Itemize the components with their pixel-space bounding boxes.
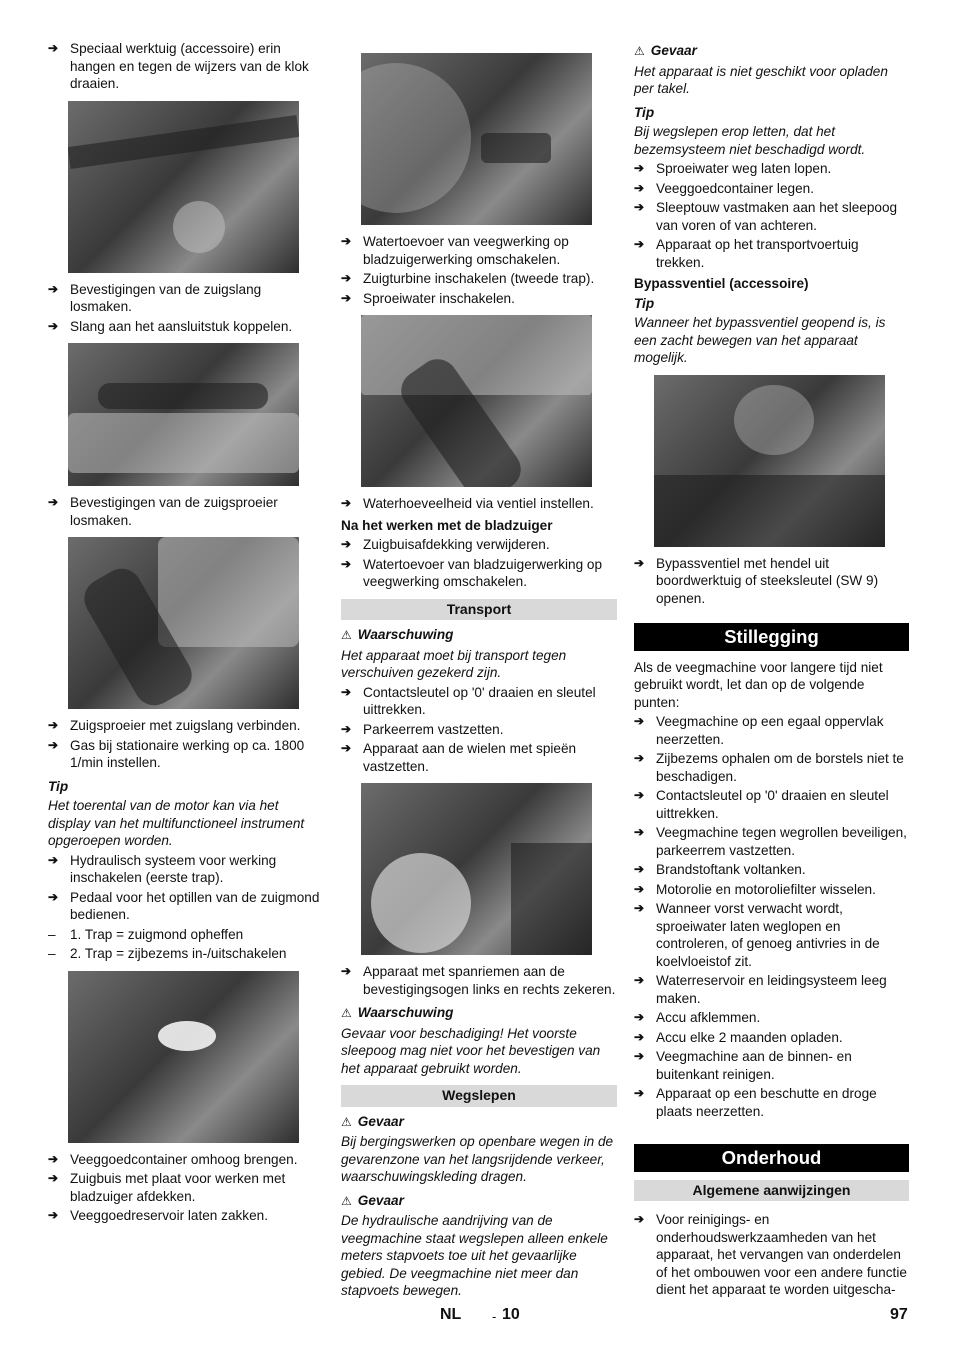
step: ➔ Speciaal werktuig (accessoire) erin hangen en tegen de wijzers van de klok draaien.: [48, 40, 320, 93]
step: ➔ Veegmachine aan de binnen- en buitenkant reinigen.: [634, 1048, 909, 1083]
photo-quantity-valve: [361, 315, 592, 487]
step: ➔ Wanneer vorst verwacht wordt, sproeiwater laten weglopen en controleren, of genoeg antivries in de koelvloeistof zit.: [634, 900, 909, 970]
step: ➔ Sproeiwater weg laten lopen.: [634, 160, 909, 178]
intro-text: Als de veegmachine voor langere tijd niet gebruikt wordt, let dan op de volgende punten:: [634, 659, 883, 710]
step: ➔ Apparaat met spanriemen aan de bevestigingsogen links en rechts zekeren.: [341, 963, 617, 998]
column-3: [634, 40, 909, 1301]
step: ➔ Watertoevoer van veegwerking op bladzuigerwerking omschakelen.: [341, 233, 617, 268]
step: ➔ Bevestigingen van de zuigslang losmaken.: [48, 281, 320, 316]
column-2: [341, 45, 617, 1302]
danger-label: ⚠ Gevaar: [341, 1192, 404, 1208]
section-heading-onderhoud: Onderhoud: [634, 1144, 909, 1172]
section-heading-wegslepen: Wegslepen: [341, 1085, 617, 1107]
footer-language: NL: [440, 1306, 462, 1323]
step: ➔ Apparaat aan de wielen met spieën vastzetten.: [341, 740, 617, 775]
photo-nozzle-hose-connection: [68, 537, 299, 709]
step: ➔ Hydraulisch systeem voor werking inschakelen (eerste trap).: [48, 852, 320, 887]
step: ➔ Veegmachine tegen wegrollen beveiligen, parkeerrem vastzetten.: [634, 824, 909, 859]
warning-icon: ⚠: [341, 1193, 352, 1208]
tip-text: Het toerental van de motor kan via het display van het multifunctioneel instrument opgeroepen worden.: [48, 798, 305, 848]
warning-icon: ⚠: [634, 44, 645, 58]
danger-label: ⚠ Gevaar: [634, 43, 697, 58]
section-heading: Na het werken met de bladzuiger: [341, 517, 553, 533]
step: ➔ Veeggoedcontainer legen.: [634, 180, 909, 198]
tip-label: Tip: [48, 778, 69, 794]
step: ➔ Gas bij stationaire werking op ca. 1800 1/min instellen.: [48, 737, 320, 772]
step: ➔ Waterhoeveelheid via ventiel instellen.: [341, 495, 617, 513]
photo-bypass-valve: [654, 375, 885, 547]
step: ➔ Waterreservoir en leidingsysteem leeg maken.: [634, 972, 909, 1007]
step: ➔ Pedaal voor het optillen van de zuigmond bedienen.: [48, 889, 320, 924]
step: ➔ Zuigsproeier met zuigslang verbinden.: [48, 717, 320, 735]
step: ➔ Bevestigingen van de zuigsproeier losmaken.: [48, 494, 320, 529]
footer-separator: -: [492, 1309, 497, 1324]
step: ➔ Parkeerrem vastzetten.: [341, 721, 617, 739]
step: ➔ Zijbezems ophalen om de borstels niet te beschadigen.: [634, 750, 909, 785]
step: ➔ Sleeptouw vastmaken aan het sleepoog van voren of van achteren.: [634, 199, 909, 234]
step: ➔ Zuigbuis met plaat voor werken met bladzuiger afdekken.: [48, 1170, 320, 1205]
step: ➔ Zuigbuisafdekking verwijderen.: [341, 536, 617, 554]
step: ➔ Apparaat op het transportvoertuig trekken.: [634, 236, 909, 271]
step: ➔ Veeggoedreservoir laten zakken.: [48, 1207, 320, 1225]
tip-label: Tip: [634, 104, 655, 120]
footer-page-number: 97: [890, 1306, 908, 1323]
section-heading-algemene: Algemene aanwijzingen: [634, 1180, 909, 1202]
tip-text: Bij wegslepen erop letten, dat het bezemsysteem niet beschadigd wordt.: [634, 124, 866, 157]
photo-suction-tube-cover: [68, 971, 299, 1143]
step: ➔ Voor reinigings- en onderhoudswerkzaamheden van het apparaat, het vervangen van onderdelen of het ombouwen voor een andere functie dient het apparaat te worden uitgescha-: [634, 1211, 909, 1299]
step: ➔ Bypassventiel met hendel uit boordwerktuig of steeksleutel (SW 9) openen.: [634, 555, 909, 608]
step: ➔ Motorolie en motoroliefilter wisselen.: [634, 881, 909, 899]
step: ➔ Veeggoedcontainer omhoog brengen.: [48, 1151, 320, 1169]
dash-item: – 2. Trap = zijbezems in-/uitschakelen: [48, 945, 320, 963]
warning-text: Gevaar voor beschadiging! Het voorste sleepoog mag niet voor het bevestigen van het apparaat gebruikt worden.: [341, 1025, 601, 1076]
step: ➔ Accu afklemmen.: [634, 1009, 909, 1027]
step: ➔ Watertoevoer van bladzuigerwerking op veegwerking omschakelen.: [341, 556, 617, 591]
tip-label: Tip: [634, 295, 655, 311]
warning-text: Het apparaat moet bij transport tegen verschuiven gezekerd zijn.: [341, 647, 567, 680]
warning-icon: ⚠: [341, 1114, 352, 1129]
section-heading-stillegging: Stillegging: [634, 623, 909, 651]
section-heading: Bypassventiel (accessoire): [634, 276, 809, 291]
danger-label: ⚠ Gevaar: [341, 1113, 404, 1129]
danger-text: De hydraulische aandrijving van de veegmachine staat wegslepen alleen enkele meters stapvoets toe uit het gevaarlijke gebied. De veegmachine niet meer dan stapvoets bewegen.: [341, 1213, 608, 1298]
step: ➔ Sproeiwater inschakelen.: [341, 290, 617, 308]
section-heading-transport: Transport: [341, 599, 617, 621]
step: ➔ Contactsleutel op '0' draaien en sleutel uittrekken.: [634, 787, 909, 822]
step: ➔ Apparaat op een beschutte en droge plaats neerzetten.: [634, 1085, 909, 1120]
step: ➔ Accu elke 2 maanden opladen.: [634, 1029, 909, 1047]
warning-icon: ⚠: [341, 628, 352, 642]
step: ➔ Slang aan het aansluitstuk koppelen.: [48, 318, 320, 336]
photo-nozzle-brackets: [68, 343, 299, 486]
column-1: [48, 40, 320, 1227]
photo-suction-hose-reel: [68, 101, 299, 273]
tip-text: Wanneer het bypassventiel geopend is, is een zacht bewegen van het apparaat mogelijk.: [634, 315, 886, 365]
danger-text: Het apparaat is niet geschikt voor opladen per takel.: [634, 63, 888, 96]
danger-text: Bij bergingswerken op openbare wegen in de gevarenzone van het langsrijdende verkeer, waarschuwingskleding dragen.: [341, 1134, 614, 1184]
step: ➔ Veegmachine op een egaal oppervlak neerzetten.: [634, 713, 909, 748]
step: ➔ Zuigturbine inschakelen (tweede trap).: [341, 270, 617, 288]
step: ➔ Contactsleutel op '0' draaien en sleutel uittrekken.: [341, 684, 617, 719]
photo-wheel-tie-down: [361, 783, 592, 955]
warning-label: ⚠ Waarschuwing: [341, 1005, 454, 1020]
dash-item: – 1. Trap = zuigmond opheffen: [48, 926, 320, 944]
warning-label: ⚠ Waarschuwing: [341, 627, 454, 642]
warning-icon: ⚠: [341, 1006, 352, 1020]
footer-local-page: 10: [502, 1306, 520, 1323]
photo-water-valve: [361, 53, 592, 225]
step: ➔ Brandstoftank voltanken.: [634, 861, 909, 879]
